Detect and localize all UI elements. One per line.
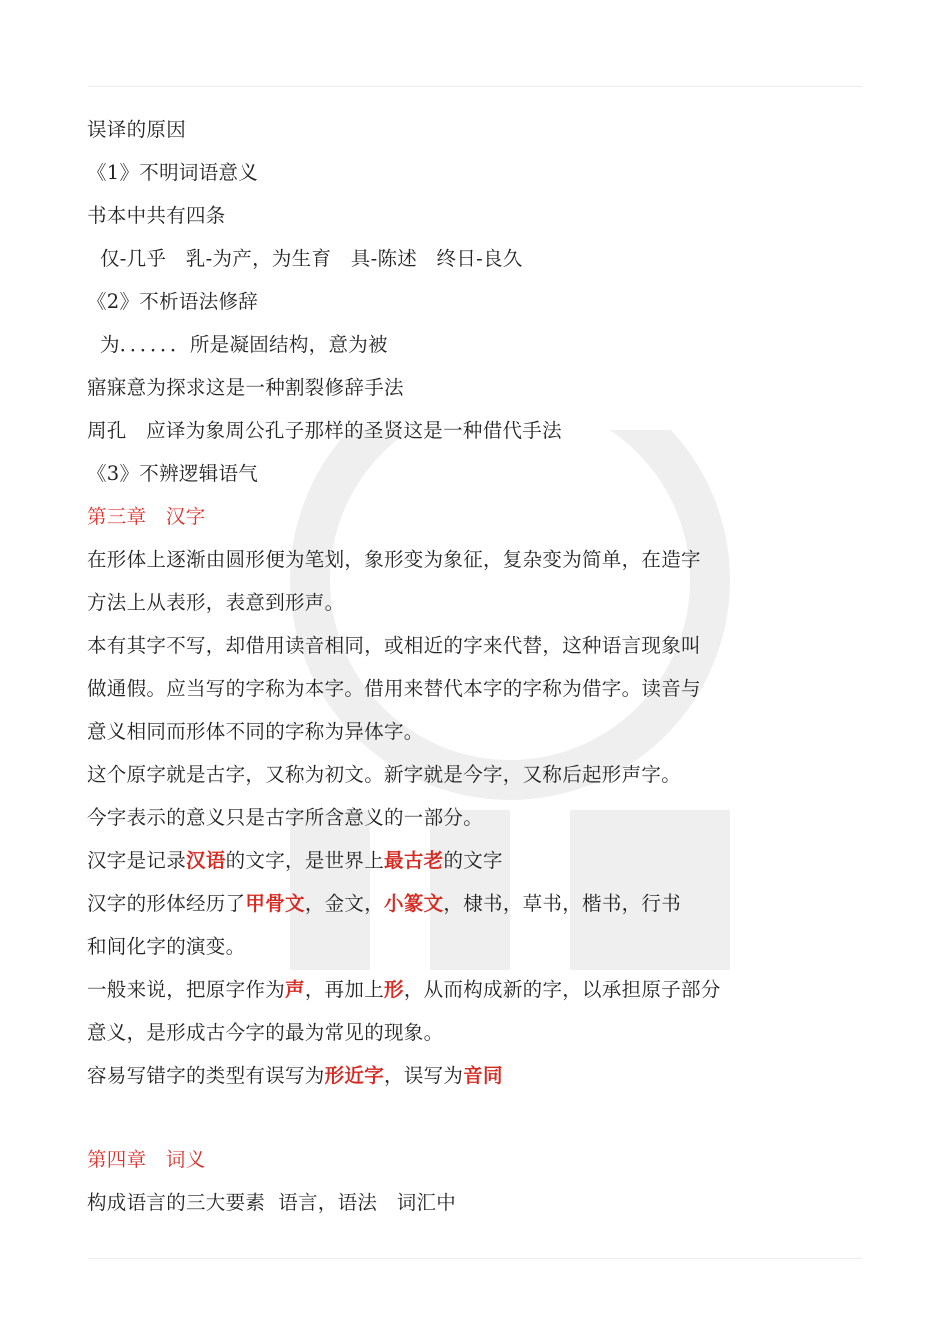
text-segment: ，误写为 [384,1064,464,1087]
highlight-term: 音同 [463,1064,503,1087]
text-line: 《2》不析语法修辞 [87,290,259,313]
top-divider [88,86,862,87]
text-line: 误译的原因 [87,118,187,141]
text-line: 在形体上逐渐由圆形便为笔划，象形变为象征，复杂变为简单，在造字 [87,548,701,571]
text-segment: ，再加上 [304,978,385,1001]
text-line [87,841,503,881]
chapter-4-heading: 第四章 词义 [87,1148,206,1171]
text-line [87,1056,503,1096]
text-line: 这个原字就是古字，又称为初文。新字就是今字，又称后起形声字。 [87,763,682,786]
text-segment: 汉字的形体经历了 [87,892,246,915]
text-line: 为．．．．．．所是凝固结构，意为被 [87,333,388,356]
text-line: 今字表示的意义只是古字所含意义的一部分。 [87,806,484,829]
text-segment: ，金文， [304,892,385,915]
text-line [87,884,681,924]
chapter-3-heading: 第三章 汉字 [87,505,206,528]
text-line: 构成语言的三大要素 语言，语法 词汇中 [87,1191,457,1214]
highlight-term: 甲骨文 [245,892,305,915]
highlight-term: 形近字 [324,1064,385,1087]
text-line: 意义相同而形体不同的字称为异体字。 [87,720,424,743]
text-line: 意义，是形成古今字的最为常见的现象。 [87,1021,444,1044]
highlight-term: 最古老 [384,849,444,872]
text-line: 书本中共有四条 [87,204,226,227]
text-line: 本有其字不写，却借用读音相同，或相近的字来代替，这种语言现象叫 [87,634,701,657]
text-line: 周孔 应译为象周公孔子那样的圣贤这是一种借代手法 [87,419,562,442]
text-line: 方法上从表形，表意到形声。 [87,591,345,614]
highlight-term: 汉语 [186,849,226,872]
text-line: 寤寐意为探求这是一种割裂修辞手法 [87,376,404,399]
text-line: 仅-几乎 乳-为产，为生育 具-陈述 终日-良久 [87,247,523,270]
text-line [87,970,721,1010]
text-segment: 汉字是记录 [87,849,187,872]
text-line: 做通假。应当写的字称为本字。借用来替代本字的字称为借字。读音与 [87,677,701,700]
text-line: 和间化字的演变。 [87,935,246,958]
text-line: 《1》不明词语意义 [87,161,259,184]
highlight-term: 形 [384,978,404,1001]
highlight-term: 小篆文 [384,892,444,915]
text-segment: 一般来说，把原字作为 [87,978,286,1001]
text-segment: 的文字，是世界上 [225,849,385,872]
text-segment: 容易写错字的类型有误写为 [87,1064,325,1087]
highlight-term: 声 [285,978,305,1001]
text-segment: ，从而构成新的字，以承担原子部分 [403,978,721,1001]
text-line: 《3》不辨逻辑语气 [87,462,259,485]
bottom-divider [88,1258,862,1259]
text-segment: 的文字 [443,849,503,872]
text-segment: ，棣书，草书，楷书，行书 [443,892,682,915]
